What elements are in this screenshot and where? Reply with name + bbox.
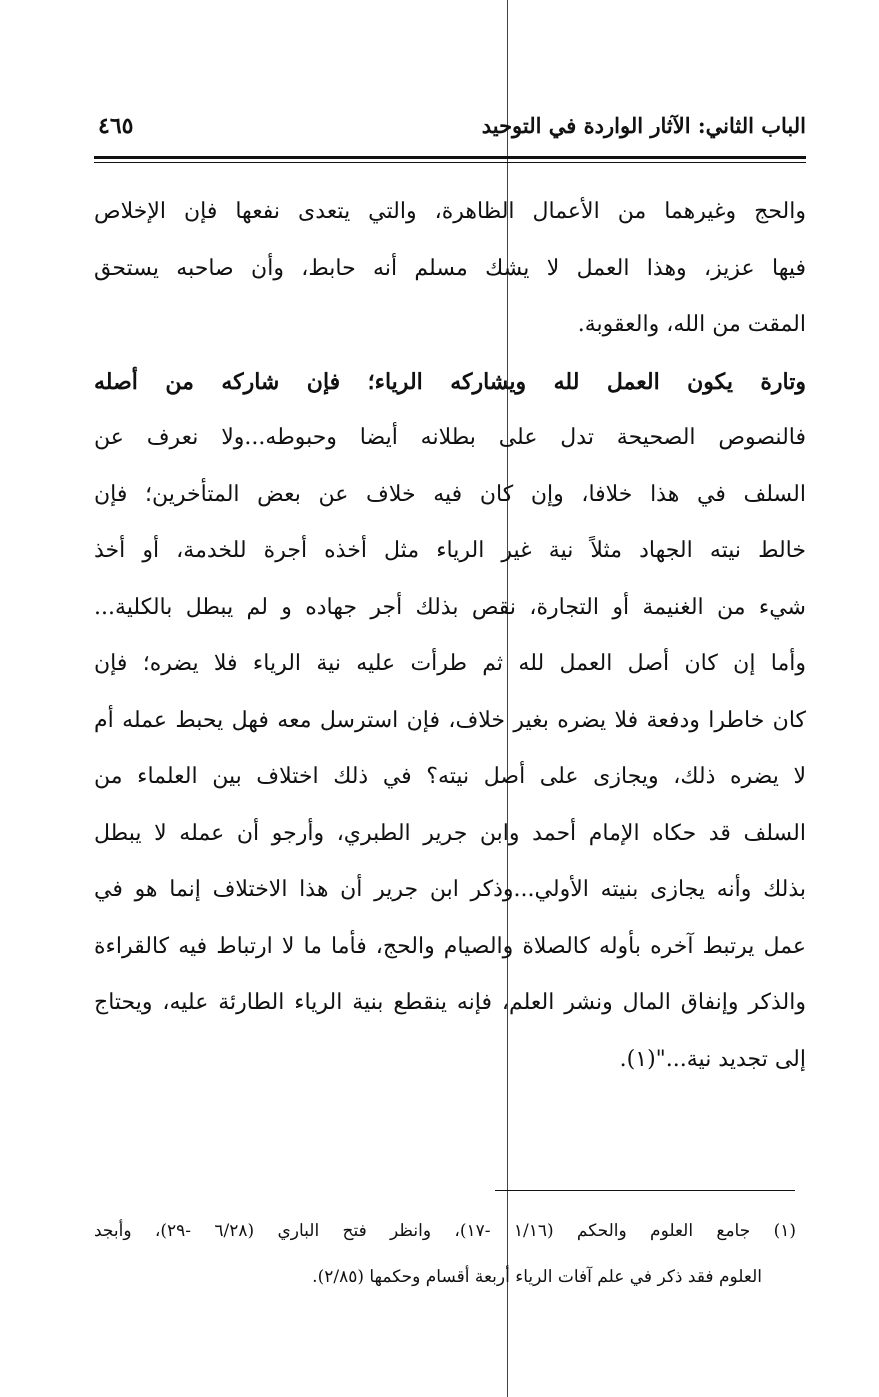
text-line: والذكر وإنفاق المال ونشر العلم، فإنه ينقطع بنية الرياء الطارئة عليه، ويحتاج — [94, 990, 806, 1015]
running-header — [94, 113, 806, 153]
body-text — [94, 184, 806, 1088]
page-number: ٤٦٥ — [98, 113, 134, 139]
footnote-separator — [495, 1190, 795, 1191]
footnotes — [94, 1208, 796, 1300]
text-line: السلف في هذا خلافا، وإن كان فيه خلاف عن بعض المتأخرين؛ فإن — [94, 481, 806, 507]
text-line: فيها عزيز، وهذا العمل لا يشك مسلم أنه حابط، وأن صاحبه يستحق — [94, 255, 806, 281]
text-line: وأما إن كان أصل العمل لله ثم طرأت عليه نية الرياء فلا يضره؛ فإن — [94, 651, 806, 676]
text-line: المقت من الله، والعقوبة. — [577, 312, 806, 337]
text-line: شيء من الغنيمة أو التجارة، نقص بذلك أجر جهاده و لم يبطل بالكلية... — [94, 594, 806, 620]
header-rule-thick — [94, 156, 806, 159]
text-line: كان خاطرا ودفعة فلا يضره بغير خلاف، فإن استرسل معه فهل يحبط عمله أم — [94, 707, 806, 733]
header-rule-thin — [94, 162, 806, 163]
footnote-line: العلوم فقد ذكر في علم آفات الرياء أربعة أقسام وحكمها (٢/٨٥). — [312, 1267, 762, 1287]
text-line: بذلك وأنه يجازى بنيته الأولي...وذكر ابن جرير أن هذا الاختلاف إنما هو في — [94, 877, 806, 902]
text-line: السلف قد حكاه الإمام أحمد وابن جرير الطبري، وأرجو أن عمله لا يبطل — [94, 820, 806, 846]
text-line: والحج وغيرهما من الأعمال الظاهرة، والتي يتعدى نفعها فإن الإخلاص — [94, 199, 806, 224]
bold-text-line: وتارة يكون العمل لله ويشاركه الرياء؛ فإن شاركه من أصله — [94, 368, 806, 395]
text-line: عمل يرتبط آخره بأوله كالصلاة والصيام والحج، فأما ما لا ارتباط فيه كالقراءة — [94, 933, 806, 959]
text-line: إلى تجديد نية..."(١). — [619, 1046, 806, 1072]
text-line: خالط نيته الجهاد مثلاً نية غير الرياء مثل أخذه أجرة للخدمة، أو أخذ — [94, 538, 806, 563]
chapter-title: الباب الثاني: الآثار الواردة في التوحيد — [481, 113, 806, 138]
footnote-line: (١) جامع العلوم والحكم (١/١٦ -١٧)، وانظر فتح الباري (٦/٢٨ -٢٩)، وأبجد — [94, 1221, 796, 1241]
text-line: فالنصوص الصحيحة تدل على بطلانه أيضا وحبوطه...ولا نعرف عن — [94, 425, 806, 450]
text-line: لا يضره ذلك، ويجازى على أصل نيته؟ في ذلك اختلاف بين العلماء من — [94, 764, 806, 789]
